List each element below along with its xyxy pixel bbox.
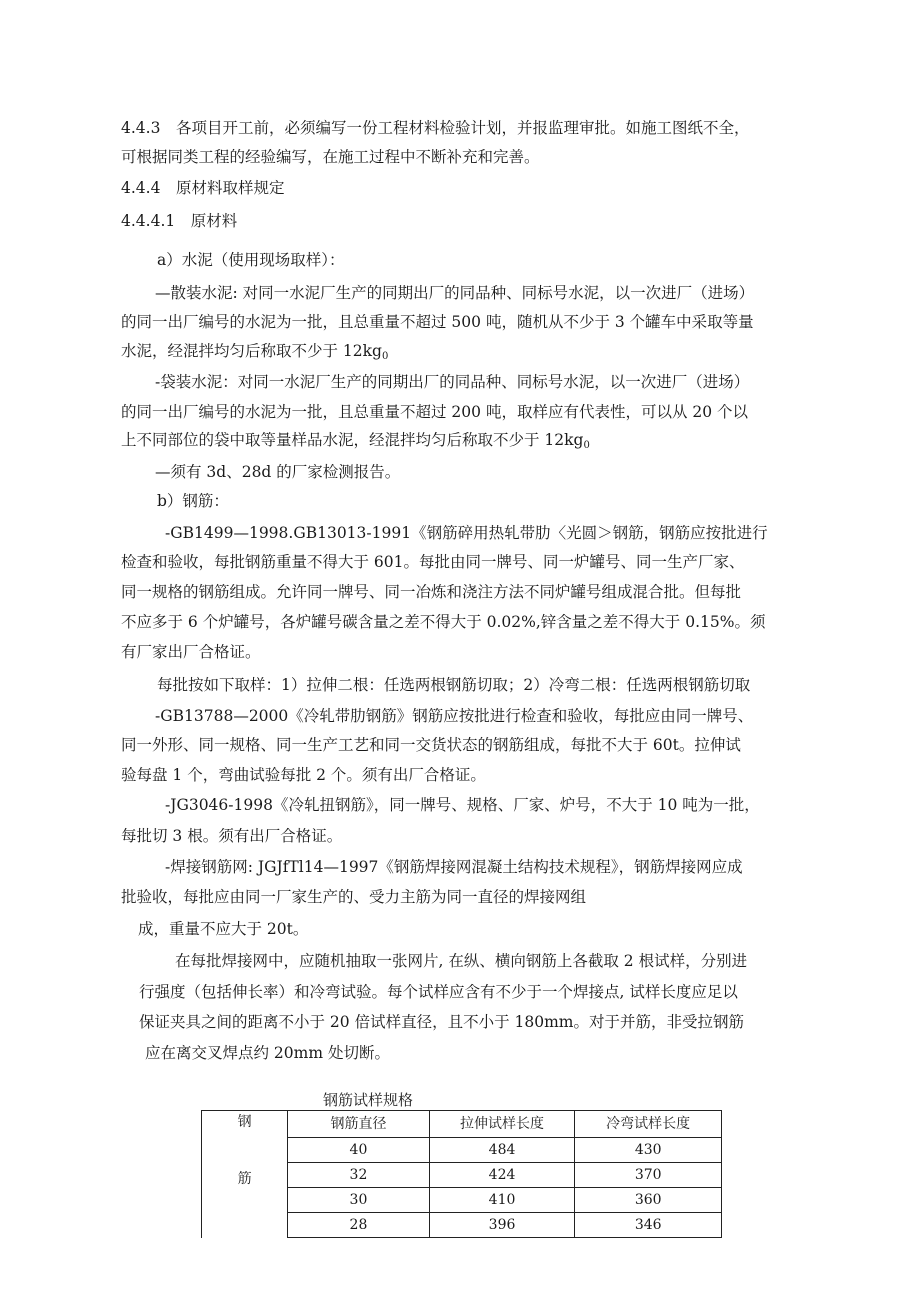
cell-tensile: 396	[429, 1213, 575, 1238]
cell-diameter: 40	[288, 1138, 430, 1163]
header-tensile-length: 拉伸试样长度	[429, 1111, 575, 1138]
item-b4-line2: 每批切 3 根。须有出厂合格证。	[121, 827, 343, 845]
cell-bend: 370	[575, 1163, 722, 1188]
rebar-spec-table	[201, 1110, 722, 1238]
cell-diameter: 30	[288, 1188, 430, 1213]
cell-tensile: 484	[429, 1138, 575, 1163]
item-a1-line2: 的同一出厂编号的水泥为一批，且总重量不超过 500 吨，随机从不少于 3 个罐车中采取等量	[121, 313, 754, 331]
item-a2-line3: 上不同部位的袋中取等量样品水泥，经混拌均匀后称取不少于 $12kg_0$	[121, 431, 590, 451]
header-diameter: 钢筋直径	[288, 1111, 430, 1138]
header-bend-length: 冷弯试样长度	[575, 1111, 722, 1138]
cell-diameter: 32	[288, 1163, 430, 1188]
item-b4-line1: -JG3046-1998《冷轧扭钢筋》，同一牌号、规格、厂家、炉号，不大于 10 吨为一批，	[165, 796, 760, 814]
item-b1-line3: 同一规格的钢筋组成。允许同一牌号、同一冶炼和浇注方法不同炉罐号组成混合批。但每批	[121, 583, 742, 601]
heading-4-4-4: 4.4.4 原材料取样规定	[121, 179, 285, 197]
item-b-title: b）钢筋：	[157, 492, 229, 510]
cell-bend: 360	[575, 1188, 722, 1213]
item-a-title: a）水泥（使用现场取样）：	[157, 251, 345, 269]
item-b6-line4: 应在离交叉焊点约 20mm 处切断。	[145, 1044, 390, 1062]
cell-tensile: 424	[429, 1163, 575, 1188]
item-b1-line4: 不应多于 6 个炉罐号，各炉罐号碳含量之差不得大于 0.02%,锌含量之差不得大于 0.15%。须	[121, 613, 766, 631]
item-b6-line3: 保证夹具之间的距离不小于 20 倍试样直径，且不小于 180mm。对于并筋，非受拉钢筋	[139, 1013, 744, 1031]
side-label-2: 筋	[237, 1171, 252, 1187]
item-b5-line2: 批验收，每批应由同一厂家生产的、受力主筋为同一直径的焊接网组	[121, 888, 587, 906]
para-4-4-3-line2: 可根据同类工程的经验编写，在施工过程中不断补充和完善。	[121, 148, 540, 166]
item-b3-line2: 同一外形、同一规格、同一生产工艺和同一交货状态的钢筋组成，每批不大于 60t。拉伸试	[121, 736, 741, 754]
table-caption: 钢筋试样规格	[323, 1091, 414, 1109]
item-b5-line1: -焊接钢筋网: JGJfTl14—1997《钢筋焊接网混凝土结构技术规程》，钢筋焊接网应成	[165, 858, 743, 876]
item-b6-line2: 行强度（包括伸长率）和冷弯试验。每个试样应含有不少于一个焊接点, 试样长度应足以	[139, 983, 738, 1001]
item-a2-line1: -袋装水泥：对同一水泥厂生产的同期出厂的同品种、同标号水泥，以一次进厂（进场）	[155, 373, 750, 391]
item-b3-line1: -GB13788—2000《冷轧带肋钢筋》钢筋应按批进行检查和验收，每批应由同一牌号、	[155, 707, 754, 725]
cell-diameter: 28	[288, 1213, 430, 1238]
table-header-row	[202, 1111, 722, 1138]
cell-bend: 346	[575, 1213, 722, 1238]
heading-4-4-4-1: 4.4.4.1 原材料	[121, 212, 238, 230]
item-a2-line2: 的同一出厂编号的水泥为一批，且总重量不超过 200 吨，取样应有代表性，可以从 20 个以	[121, 403, 749, 421]
item-b1-line5: 有厂家出厂合格证。	[121, 643, 261, 661]
item-a3: —须有 3d、28d 的厂家检测报告。	[155, 463, 401, 481]
cell-tensile: 410	[429, 1188, 575, 1213]
table-side-label	[202, 1111, 288, 1238]
item-a1-line1: —散装水泥: 对同一水泥厂生产的同期出厂的同品种、同标号水泥，以一次进厂（进场）	[155, 284, 755, 302]
para-4-4-3-line1: 4.4.3 各项目开工前，必须编写一份工程材料检验计划，并报监理审批。如施工图纸不全，	[121, 119, 750, 137]
item-b1-line1: -GB1499—1998.GB13013-1991《钢筋碎用热轧带肋〈光圆＞钢筋，钢筋应按批进行	[165, 524, 768, 542]
item-b1-line2: 检查和验收，每批钢筋重量不得大于 601。每批由同一牌号、同一炉罐号、同一生产厂家、	[121, 553, 745, 571]
item-b2: 每批按如下取样：1）拉伸二根：任选两根钢筋切取；2）冷弯二根：任选两根钢筋切取	[157, 676, 751, 694]
item-b6-line1: 在每批焊接网中，应随机抽取一张网片, 在纵、横向钢筋上各截取 2 根试样，分别进	[175, 952, 748, 970]
cell-bend: 430	[575, 1138, 722, 1163]
item-b3-line3: 验每盘 1 个，弯曲试验每批 2 个。须有出厂合格证。	[121, 766, 486, 784]
item-b5-line3: 成，重量不应大于 20t。	[138, 920, 309, 938]
side-label-1: 钢	[237, 1114, 252, 1130]
item-a1-line3: 水泥，经混拌均匀后称取不少于 $12kg_0$	[121, 342, 389, 362]
